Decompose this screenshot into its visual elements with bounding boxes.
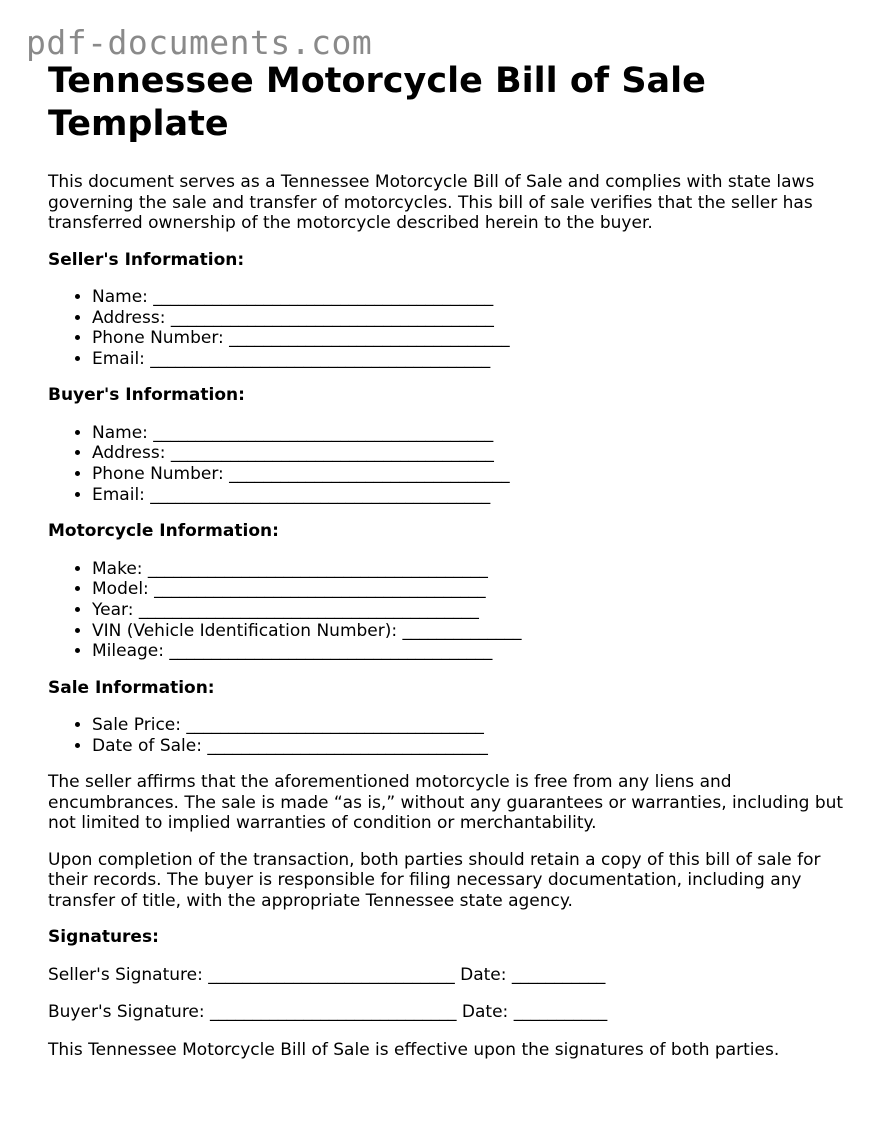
seller-heading: Seller's Information: [48, 249, 245, 270]
buyer-phone-field[interactable]: • Phone Number: _________________________________ [92, 464, 848, 485]
buyer-address-field[interactable]: • Address: ______________________________________ [92, 443, 848, 464]
motorcycle-mileage-field[interactable]: • Mileage: ______________________________________ [92, 641, 848, 662]
seller-signature-line[interactable]: Seller's Signature: _____________________________ Date: ___________ [48, 964, 606, 985]
document-body [48, 60, 848, 1076]
records-paragraph: Upon completion of the transaction, both parties should retain a copy of this bill of sale for their records. The buyer is responsible for filing necessary documentation, including any transfer of title, with the appropriate Tennessee state agency. [48, 849, 821, 911]
motorcycle-list [48, 559, 848, 662]
liens-paragraph: The seller affirms that the aforementioned motorcycle is free from any liens and encumbrances. The sale is made “as is,” without any guarantees or warranties, including but not limited to implied warranties of condition or merchantability. [48, 772, 844, 834]
seller-phone-field[interactable]: • Phone Number: _________________________________ [92, 328, 848, 349]
motorcycle-make-field[interactable]: • Make: ________________________________________ [92, 559, 848, 580]
motorcycle-vin-field[interactable]: • VIN (Vehicle Identification Number): ______________ [92, 621, 848, 642]
seller-address-field[interactable]: • Address: ______________________________________ [92, 308, 848, 329]
buyer-signature-line[interactable]: Buyer's Signature: _____________________________ Date: ___________ [48, 1002, 608, 1023]
page-title: Tennessee Motorcycle Bill of Sale Template [48, 61, 706, 144]
closing-paragraph: This Tennessee Motorcycle Bill of Sale is effective upon the signatures of both parties. [48, 1039, 780, 1060]
intro-paragraph: This document serves as a Tennessee Motorcycle Bill of Sale and complies with state laws governing the sale and transfer of motorcycles. This bill of sale verifies that the seller has transferred ownership of the motorcycle described herein to the buyer. [48, 172, 815, 233]
signatures-heading: Signatures: [48, 927, 159, 948]
motorcycle-heading: Motorcycle Information: [48, 521, 279, 542]
buyer-name-field[interactable]: • Name: ________________________________________ [92, 423, 848, 444]
buyer-heading: Buyer's Information: [48, 385, 245, 406]
sale-heading: Sale Information: [48, 677, 215, 698]
sale-list [48, 715, 848, 756]
motorcycle-model-field[interactable]: • Model: _______________________________________ [92, 579, 848, 600]
sale-date-field[interactable]: • Date of Sale: _________________________________ [92, 736, 848, 757]
buyer-email-field[interactable]: • Email: ________________________________________ [92, 485, 848, 506]
watermark: pdf-documents.com [26, 23, 373, 62]
seller-list [48, 287, 848, 369]
seller-name-field[interactable]: • Name: ________________________________________ [92, 287, 848, 308]
sale-price-field[interactable]: • Sale Price: ___________________________________ [92, 715, 848, 736]
motorcycle-year-field[interactable]: • Year: ________________________________________ [92, 600, 848, 621]
buyer-list [48, 423, 848, 505]
seller-email-field[interactable]: • Email: ________________________________________ [92, 349, 848, 370]
